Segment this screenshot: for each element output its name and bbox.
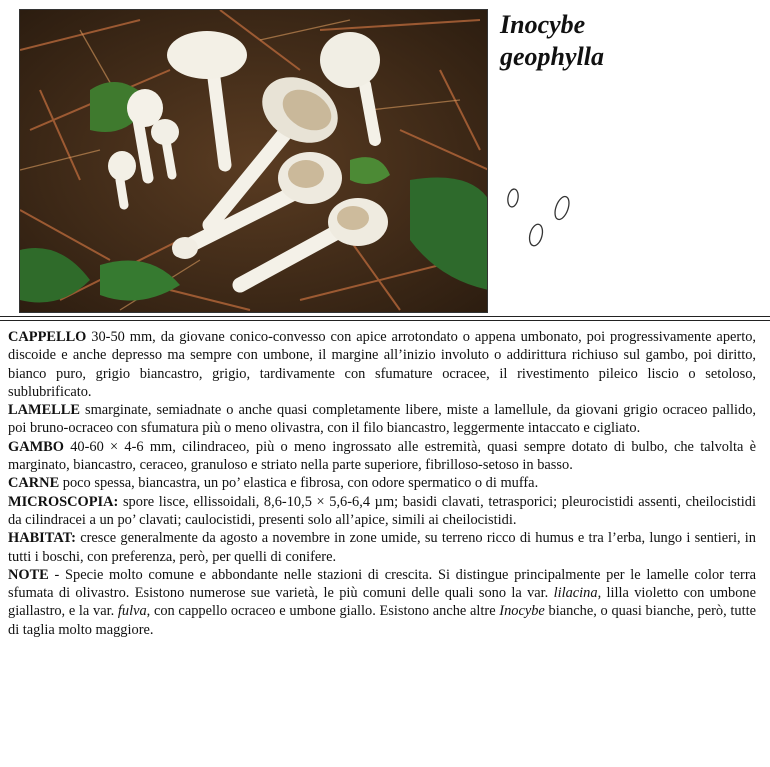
variety-name: lilacina <box>553 585 598 602</box>
section-microscopia <box>8 493 756 530</box>
section-body: smarginate, semiadnate o anche quasi completamente libere, miste a lamellule, da giovani grigio ocraceo pallido, poi bruno-ocraceo con sfumatura più o meno olivastra, con il filo biancastro, leggermente intaccato e cigliato. <box>8 402 756 437</box>
section-body: 40-60 × 4-6 mm, cilindraceo, più o meno ingrossato alle estremità, quasi sempre dotato di bulbo, che talvolta è marginato, biancastro, ceraceo, granuloso e striato nella parte superiore, fibrilloso-setoso in basso. <box>8 438 756 474</box>
section-label: HABITAT: <box>8 530 76 547</box>
section-label: NOTE <box>8 566 49 583</box>
species-epithet: geophylla <box>500 42 604 71</box>
mushroom-photo <box>19 9 488 313</box>
section-label: LAMELLE <box>8 402 80 419</box>
separator-rule <box>0 316 770 321</box>
section-note: NOTE - Specie molto comune e abbondante nelle stazioni di crescita. Si distingue principalmente per le lamelle color terra sfumata di olivastro. Esistono numerose sue varietà, le più comuni delle quali sono la var. lilacina, lilla violetto con umbone giallastro, e la var. fulva, con cappello ocraceo e umbone giallo. Esistono anche altre Inocybe bianche, o quasi bianche, però, tutte di taglia molto maggiore. <box>8 566 756 638</box>
description-text <box>8 328 756 639</box>
section-body: cresce generalmente da agosto a novembre in zone umide, su terreno ricco di humus e tra l’erba, lungo i sentieri, in tutti i boschi, con preferenza, però, per quelli di conifere. <box>8 530 756 565</box>
species-title <box>500 9 604 73</box>
spore-1 <box>507 188 520 207</box>
section-body: spore lisce, ellissoidali, 8,6-10,5 × 5,6-6,4 µm; basidi clavati, tetrasporici; pleurocistidi assenti, cheilocistidi da cilindracei a un po’ clavati; caulocistidi, presenti solo all’apice, simili ai cheilocistidi. <box>8 493 756 528</box>
mushroom-photo-illustration <box>20 10 488 313</box>
variety-name: fulva <box>117 603 147 620</box>
section-label: CARNE <box>8 475 60 492</box>
section-gambo <box>8 438 756 475</box>
genus-reference: Inocybe <box>499 603 545 620</box>
section-label: GAMBO <box>8 438 64 455</box>
section-body: 30-50 mm, da giovane conico-convesso con apice arrotondato o appena umbonato, poi progressivamente aperto, discoide e anche depresso ma sempre con umbone, il margine all’inizio involuto o addirittura richiuso sul gambo, poi diritto, bianco puro, grigio biancastro, grigio, tardivamente con sfumature ocracee, il rivestimento pileico liscio o setoloso, sublubrificato. <box>8 329 756 400</box>
section-habitat <box>8 529 756 566</box>
section-carne <box>8 474 756 492</box>
spore-3 <box>527 223 544 247</box>
section-label: MICROSCOPIA: <box>8 493 119 510</box>
genus-name: Inocybe <box>500 10 586 39</box>
section-cappello <box>8 328 756 401</box>
spore-drawing <box>500 185 590 255</box>
section-lamelle <box>8 401 756 438</box>
spore-2 <box>552 195 571 222</box>
section-label: CAPPELLO <box>8 329 87 345</box>
section-body: poco spessa, biancastra, un po’ elastica e fibrosa, con odore spermatico o di muffa. <box>59 475 539 492</box>
